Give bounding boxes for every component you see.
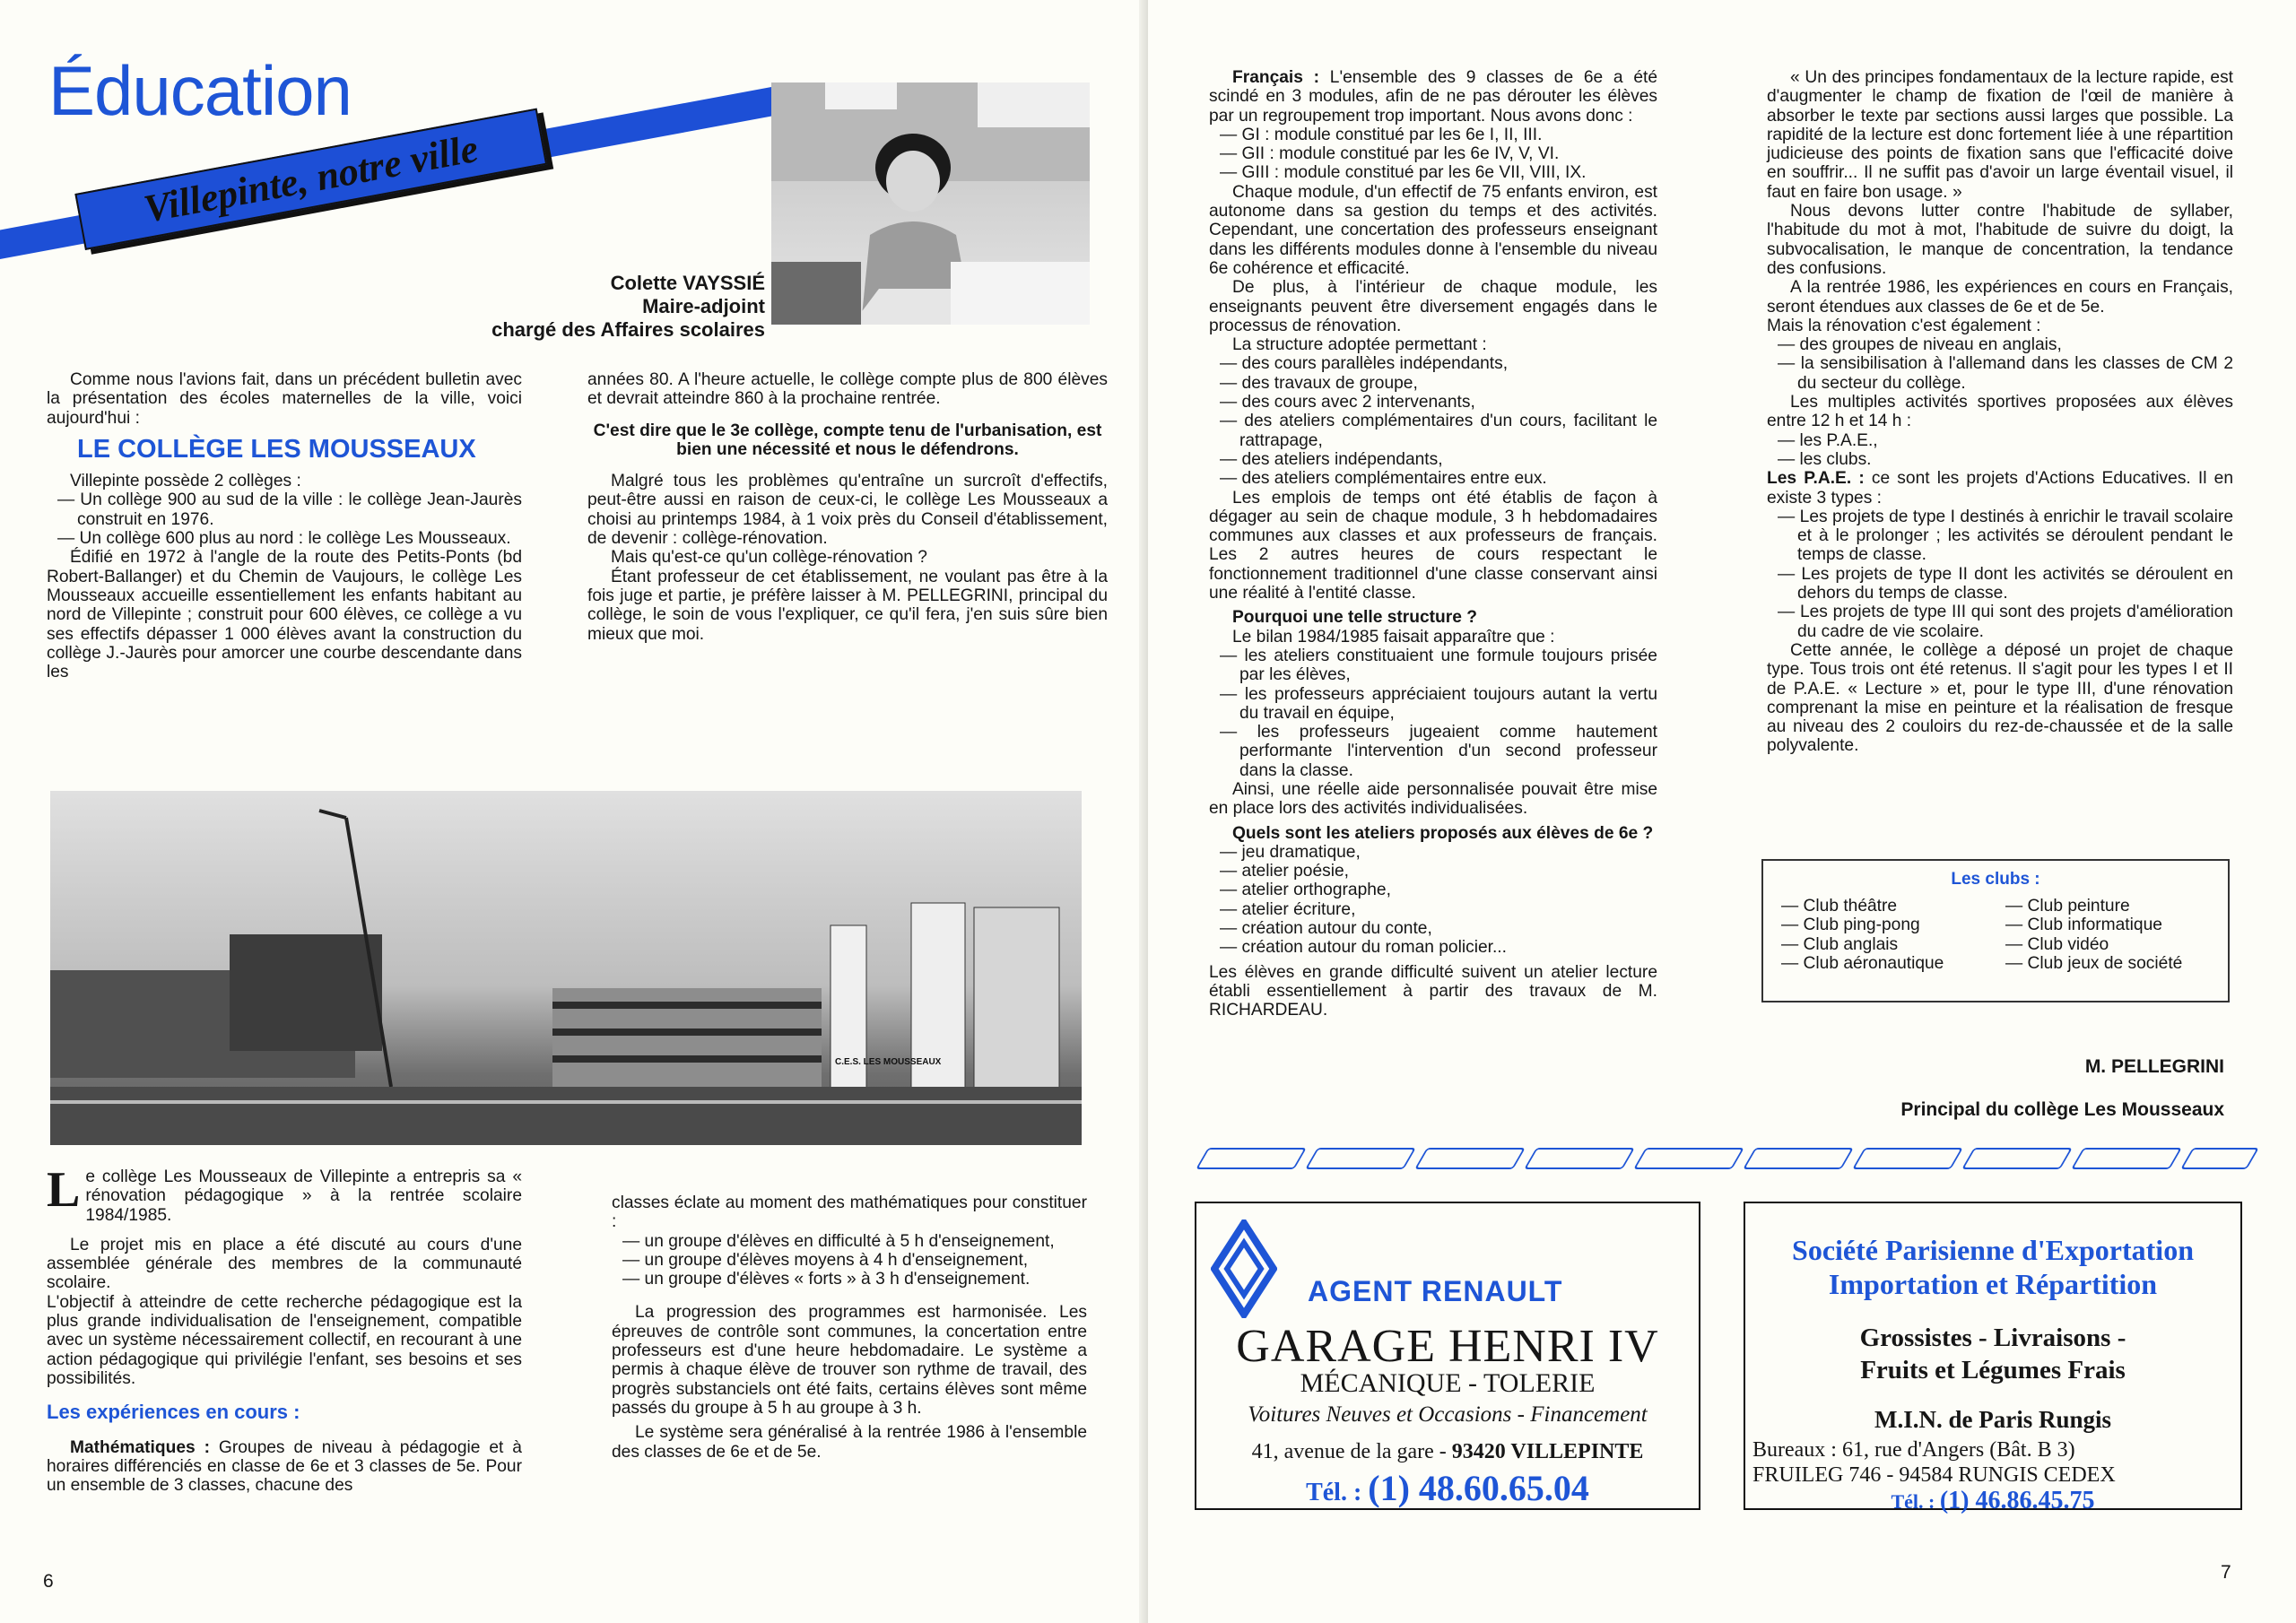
pae-paragraph [1767,469,2233,508]
right-column-1 [1209,68,1657,1020]
spei-tel-label: Tél. : [1891,1490,1940,1513]
garage-street: 41, avenue de la gare - [1251,1440,1452,1463]
garage-offer: Voitures Neuves et Occasions - Financement [1248,1402,1648,1427]
col2-paragraph-2: Malgré tous les problèmes qu'entraîne un surcroît d'effectifs, peut-être aussi en raison de ceux-ci, le collège Les Mousseaux a choisi au printemps 1984, à 1 voix près du Conseil d'établissement, de devenir : collège-rénovation. [587,472,1108,549]
signature-role: Principal du collège Les Mousseaux [1900,1099,2224,1120]
portrait-illustration [771,82,1090,325]
svg-text:C.E.S. LES MOUSSEAUX: C.E.S. LES MOUSSEAUX [835,1057,942,1067]
pae-label: Les P.A.E. : [1767,469,1865,489]
lutter-paragraph: Nous devons lutter contre l'habitude de syllaber, l'habitude du mot à mot, l'habitude de suivre du doigt, la subvocalisation, le manque de concentration, la tendance des confusions. [1767,202,2233,278]
list-item: — les P.A.E., [1767,431,2233,450]
college-heading: LE COLLÈGE LES MOUSSEAUX [77,434,476,464]
intro-paragraph: Comme nous l'avions fait, dans un précédent bulletin avec la présentation des écoles maternelles de la ville, voici aujourd'hui : [47,370,522,428]
right-page [1148,0,2296,1623]
rentree-paragraph: A la rentrée 1986, les expériences en cours en Français, seront étendues aux classes de 6e et de 5e. [1767,278,2233,317]
emplois-paragraph: Les emplois de temps ont été établis de façon à dégager au sein de chaque module, 3 h hebdomadaires communes aux classes et aux professeurs de français. Les 2 autres heures de cours respectant le fonctionnement traditionnel d'une classe conservant ainsi une réalité à l'entité classe. [1209,488,1657,603]
list-item: — les clubs. [1767,450,2233,469]
ateliers-list [1209,843,1657,958]
intro-column-1 [47,370,522,681]
author-role-2: chargé des Affaires scolaires [491,318,765,341]
clubs-box [1761,859,2230,1002]
list-item: — atelier orthographe, [1209,881,1657,899]
quote-paragraph: « Un des principes fondamentaux de la lecture rapide, est d'augmenter le champ de fixation de l'œil de manière à absorber le texte par sections aussi larges que possible. La rapidité de la lecture est donc fortement liée à une répartition judicieuse des points de fixation sans que l'efficacité doive en souffrir... Il ne suffit pas d'avoir un large éventail visuel, il faut en faire bon usage. » [1767,68,2233,202]
garage-address [1196,1440,1699,1464]
agent-renault: AGENT RENAULT [1308,1275,1563,1307]
list-item: — les professeurs jugeaient comme hautement performante l'intervention d'un second professeur dans la classe. [1209,723,1657,780]
difficulte-paragraph: Les élèves en grande difficulté suivent un atelier lecture établi essentiellement à partir des travaux de M. RICHARDEAU. [1209,962,1657,1020]
body-column-2 [612,1193,1087,1462]
col2-paragraph-3: Étant professeur de cet établissement, ne voulant pas être à la fois juge et partie, je préfère laisser à M. PELLEGRINI, principal du collège, le soin de vous l'expliquer, ce qu'il fera, j'en suis sûre bien mieux que moi. [587,567,1108,644]
francais-paragraph [1209,68,1657,126]
clubs-right-list [1995,897,2219,973]
signature-name: M. PELLEGRINI [2084,1056,2224,1077]
list-item: — GIII : module constitué par les 6e VII, VIII, IX. [1209,163,1657,182]
garage-tel: (1) 48.60.65.04 [1368,1468,1589,1508]
francais-label: Français : [1232,68,1320,87]
list-item: — création autour du roman policier... [1209,938,1657,957]
francais-text: L'ensemble des 9 classes de 6e a été scindé en 3 modules, afin de ne pas dérouter les élèves par un regroupement trop important. Nous avons donc : [1209,68,1657,126]
spei-ad [1744,1202,2242,1515]
author-block [395,272,765,342]
de-plus-paragraph: De plus, à l'intérieur de chaque module, les enseignants peuvent être diversement engagés dans le processus de rénovation. [1209,278,1657,335]
list-item: — des travaux de groupe, [1209,374,1657,393]
body-paragraph-3: L'objectif à atteindre de cette recherche pédagogique est la plus grande individualisation de l'enseignement, compatible avec un système nécessairement collectif, en recourant à une action pédagogique qui privilégie l'enfant, ses besoins et ses possibilités. [47,1292,522,1388]
list-item: — Club anglais [1770,935,1995,954]
pae-text: ce sont les projets d'Actions Educatives. Il en existe 3 types : [1767,469,2233,508]
maths-continued: classes éclate au moment des mathématiques pour constituer : [612,1193,1087,1232]
bilan-list [1209,647,1657,780]
spei-fruileg: FRUILEG 746 - 94584 RUNGIS CEDEX [1752,1463,2116,1487]
spei-bureaux: Bureaux : 61, rue d'Angers (Bât. B 3) [1752,1438,2075,1462]
list-item: — des groupes de niveau en anglais, [1767,335,2233,354]
body-column-1 [47,1162,522,1496]
body-intro-paragraph [47,1162,522,1225]
list-item: — Club ping-pong [1770,916,1995,934]
ainsi-paragraph: Ainsi, une réelle aide personnalisée pouvait être mise en place lors des activités individualisées. [1209,779,1657,819]
sportives-list [1767,431,2233,470]
spei-name-1: Société Parisienne d'Exportation [1792,1234,2194,1266]
list-item: — les professeurs appréciaient toujours autant la vertu du travail en équipe, [1209,685,1657,724]
generalise-paragraph: Le système sera généralisé à la rentrée 1986 à l'ensemble des classes de 6e et de 5e. [612,1423,1087,1462]
renovation-list [1767,335,2233,393]
body-paragraph-2: Le projet mis en place a été discuté au cours d'une assemblée générale des membres de la communauté scolaire. [47,1235,522,1293]
maths-text: Groupes de niveau à pédagogie et à horaires différenciés en classe de 6e et 3 classes de 5e. Pour un ensemble de 3 classes, chacune des [47,1437,522,1496]
author-role: Maire-adjoint [642,295,765,317]
list-item: — Club aéronautique [1770,954,1995,973]
list-item: — jeu dramatique, [1209,843,1657,862]
drop-cap: L [47,1162,81,1218]
garage-name: GARAGE HENRI IV [1236,1321,1659,1372]
list-item: — création autour du conte, [1209,919,1657,938]
section-title: Éducation [48,51,352,130]
pae-list [1767,508,2233,641]
portrait-photo [771,82,1090,325]
body-paragraph-1: e collège Les Mousseaux de Villepinte a entrepris sa « rénovation pédagogique » à la rentrée scolaire 1984/1985. [85,1167,522,1225]
college-illustration [50,791,1082,1145]
list-item: — Les projets de type I destinés à enrichir le travail scolaire et à le prolonger ; les activités se déroulent pendant le temps de classe. [1767,508,2233,565]
sportives-paragraph: Les multiples activités sportives proposées aux élèves entre 12 h et 14 h : [1767,393,2233,431]
list-item: — un groupe d'élèves moyens à 4 h d'enseignement, [612,1251,1087,1270]
page-number-6: 6 [43,1571,54,1592]
question-pourquoi: Pourquoi une telle structure ? [1232,608,1477,628]
author-name: Colette VAYSSIÉ [610,272,765,294]
experiences-heading: Les expériences en cours : [47,1401,300,1424]
list-item: — des ateliers indépendants, [1209,450,1657,469]
groups-list [612,1232,1087,1289]
maths-label: Mathématiques : [70,1437,210,1457]
list-item: — des ateliers complémentaires entre eux. [1209,469,1657,488]
college-photo [50,791,1082,1145]
spei-line-2: Fruits et Légumes Frais [1860,1356,2126,1384]
garage-phone [1196,1467,1699,1509]
clubs-left-list [1770,897,1995,973]
col2-question: Mais qu'est-ce qu'un collège-rénovation ? [611,548,927,568]
list-item: — la sensibilisation à l'allemand dans les classes de CM 2 du secteur du collège. [1767,354,2233,393]
list-item: — un groupe d'élèves « forts » à 3 h d'enseignement. [612,1270,1087,1289]
page-number-7: 7 [2221,1562,2231,1583]
list-item: — Les projets de type II dont les activités se déroulent en dehors du temps de classe. [1767,565,2233,603]
colleges-list [47,490,522,548]
renault-ad [1195,1202,1700,1510]
spei-min: M.I.N. de Paris Rungis [1874,1406,2111,1433]
garage-city: 93420 VILLEPINTE [1451,1440,1644,1463]
renovation-intro: Mais la rénovation c'est également : [1767,316,2041,335]
list-item: — GI : module constitué par les 6e I, II, III. [1209,126,1657,144]
list-item: — Club informatique [1995,916,2219,934]
list-item: — atelier poésie, [1209,862,1657,881]
modules-list [1209,126,1657,183]
garage-trade: MÉCANIQUE - TOLERIE [1300,1368,1596,1398]
list-item: — Club théâtre [1770,897,1995,916]
structure-list [1209,354,1657,488]
col2-paragraph-1: années 80. A l'heure actuelle, le collège compte plus de 800 élèves et devrait atteindre 860 à la prochaine rentrée. [587,370,1108,409]
list-item: — Club peinture [1995,897,2219,916]
spei-name-2: Importation et Répartition [1828,1268,2158,1300]
list-item: — Un collège 900 au sud de la ville : le collège Jean-Jaurès construit en 1976. [47,490,522,529]
list-item: — des cours avec 2 intervenants, [1209,393,1657,412]
structure-intro: La structure adoptée permettant : [1232,335,1487,355]
list-item: — un groupe d'élèves en difficulté à 5 h d'enseignement, [612,1232,1087,1251]
clubs-title: Les clubs : [1951,870,2040,889]
garage-tel-label: Tél. : [1306,1479,1369,1506]
right-column-2 [1767,68,2233,756]
clubs-lists [1763,897,2228,973]
col2-bold-statement: C'est dire que le 3e collège, compte tenu de l'urbanisation, est bien une nécessité et nous le défendrons. [593,421,1102,459]
list-item: — des ateliers complémentaires d'un cours, facilitant le rattrapage, [1209,412,1657,450]
intro-column-2 [587,370,1108,644]
banner-text: Villepinte, notre ville [140,126,482,231]
list-item: — Club vidéo [1995,935,2219,954]
question-ateliers: Quels sont les ateliers proposés aux élèves de 6e ? [1232,823,1654,843]
list-item: — atelier écriture, [1209,900,1657,919]
maths-paragraph [47,1438,522,1496]
cette-annee-paragraph: Cette année, le collège a déposé un projet de chaque type. Tous trois ont été retenus. Il s'agit pour les types I et II de P.A.E. « Lecture » et, pour le type III, d'une rénovation comprenant la mise en peinture et la réalisation de fresque au niveau des 2 couloirs du rez-de-chaussée et de la salle polyvalente. [1767,640,2233,756]
bilan-intro: Le bilan 1984/1985 faisait apparaître que : [1232,627,1555,647]
spei-tel: (1) 46.86.45.75 [1939,1487,2095,1515]
list-item: — des cours parallèles indépendants, [1209,354,1657,373]
list-item: — GII : module constitué par les 6e IV, V, VI. [1209,144,1657,163]
renault-logo-icon [1211,1219,1277,1318]
list-item: — les ateliers constituaient une formule toujours prisée par les élèves, [1209,647,1657,685]
spei-phone [1745,1487,2240,1515]
colleges-intro: Villepinte possède 2 collèges : [70,472,301,491]
chaque-module-paragraph: Chaque module, d'un effectif de 75 enfants environ, est autonome dans sa gestion du temps et des activités. Cependant, une concertation des professeurs enseignant dans les différents modules donne à l'ensemble du niveau 6e cohérence et efficacité. [1209,182,1657,278]
edifie-paragraph: Édifié en 1972 à l'angle de la route des Petits-Ponts (bd Robert-Ballanger) et du Chemin de Vaujours, le collège Les Mousseaux accueille essentiellement les enfants habitant au nord de Villepinte ; construit pour 600 élèves, ce collège a vu ses effectifs dépasser 1 000 élèves avant la construction du collège J.-Jaurès pour amorcer une courbe descendante dans les [47,548,522,682]
progression-paragraph: La progression des programmes est harmonisée. Les épreuves de contrôle sont communes, la concertation entre professeurs est d'une heure hebdomadaire. Le système a permis à chaque élève de trouver son rythme de travail, des progrès substanciels ont été faits, certains élèves sont même passés du groupe à 5 h au groupe à 3 h. [612,1303,1087,1418]
list-item: — Club jeux de société [1995,954,2219,973]
spei-line-1: Grossistes - Livraisons - [1859,1324,2126,1352]
list-item: — Un collège 600 plus au nord : le collège Les Mousseaux. [47,529,522,548]
list-item: — Les projets de type III qui sont des projets d'amélioration du cadre de vie scolaire. [1767,603,2233,641]
